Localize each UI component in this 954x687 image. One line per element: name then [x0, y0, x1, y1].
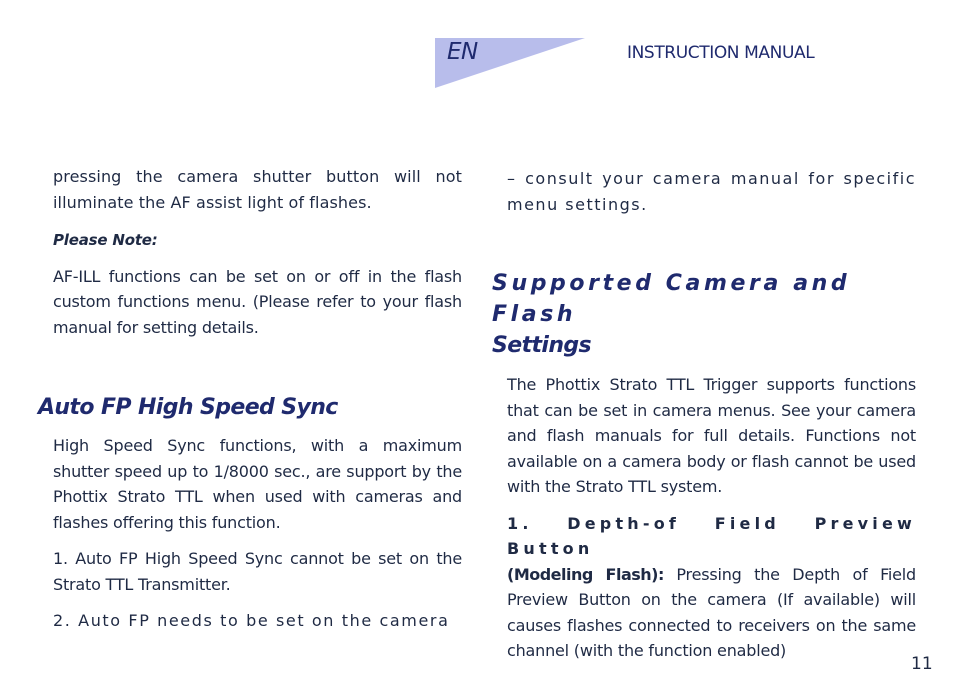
heading-line-2: Settings	[492, 333, 592, 358]
right-column	[492, 164, 916, 664]
step-1-paragraph	[507, 511, 916, 664]
note-label: Please Note:	[53, 231, 158, 249]
supported-paragraph: The Phottix Strato TTL Trigger supports functions that can be set in camera menus. See your camera and flash manuals for full details. Functions not available on a camera body or flash cannot be used with the Strato TTL system.	[507, 375, 916, 496]
manual-title: INSTRUCTION MANUAL	[627, 43, 815, 63]
section-heading-supported-settings	[492, 268, 916, 361]
heading-line-1: Supported Camera and Flash	[492, 271, 851, 327]
auto-fp-paragraph-3: 2. Auto FP needs to be set on the camera	[53, 611, 450, 630]
right-intro-paragraph: – consult your camera manual for specific menu settings.	[507, 169, 916, 214]
step-1-title: 1. Depth-of Field Preview Button	[507, 513, 916, 558]
page-number: 11	[911, 654, 933, 674]
left-intro-paragraph: pressing the camera shutter button will not illuminate the AF assist light of flashes.	[53, 167, 462, 212]
step-1-subtitle: (Modeling Flash):	[507, 564, 664, 584]
step-1-text: Pressing the Depth of Field Preview Button on the camera (If available) will causes flashes connected to receivers on the same channel (with the function enabled)	[507, 564, 916, 660]
auto-fp-paragraph-1: High Speed Sync functions, with a maximum shutter speed up to 1/8000 sec., are support by the Phottix Strato TTL when used with cameras and flashes offering this function.	[53, 436, 462, 532]
note-paragraph: AF-ILL functions can be set on or off in the flash custom functions menu. (Please refer to your flash manual for setting details.	[53, 266, 462, 337]
section-heading-auto-fp: Auto FP High Speed Sync	[38, 395, 338, 420]
left-column	[38, 164, 462, 634]
auto-fp-paragraph-2: 1. Auto FP High Speed Sync cannot be set on the Strato TTL Transmitter.	[53, 549, 462, 594]
language-label: EN	[447, 39, 478, 65]
